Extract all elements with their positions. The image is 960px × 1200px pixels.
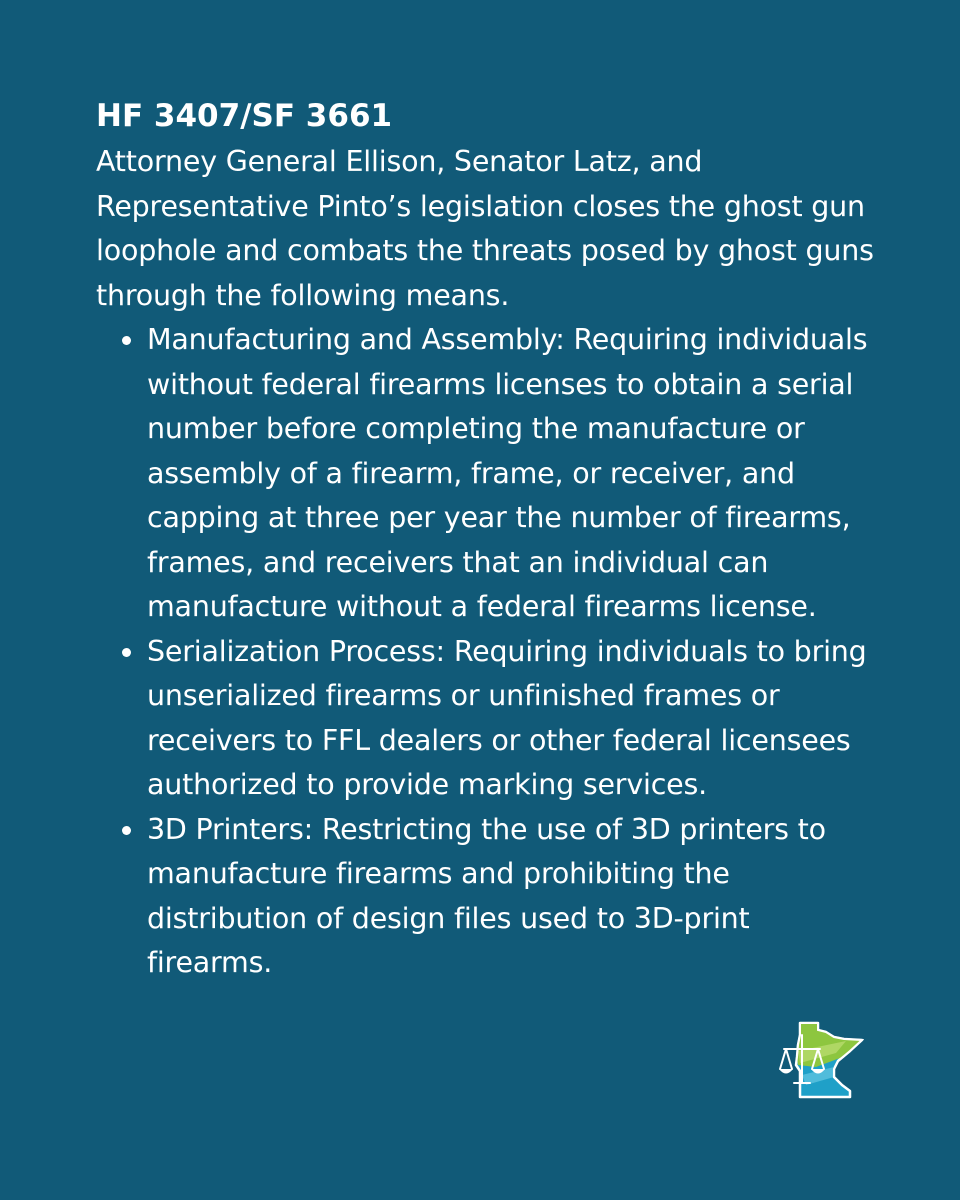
list-item	[147, 630, 876, 808]
post-content	[96, 92, 876, 986]
intro-paragraph: Attorney General Ellison, Senator Latz, and Representative Pinto’s legislation closes the ghost gun loophole and combats the threats posed by ghost guns through the following means.	[96, 145, 874, 312]
list-item-text: 3D Printers: Restricting the use of 3D printers to manufacture firearms and prohibiting the distribution of design files used to 3D-print firearms.	[147, 812, 826, 979]
list-item	[147, 318, 876, 630]
scale-pan-left	[779, 1069, 793, 1074]
list-item-text: Serialization Process: Requiring individuals to bring unserialized firearms or unfinished frames or receivers to FFL dealers or other federal licensees authorized to provide marking services.	[147, 634, 867, 801]
bullet-dot-icon	[122, 336, 131, 345]
bill-title: HF 3407/SF 3661	[96, 98, 393, 134]
measures-list	[96, 318, 876, 986]
bullet-dot-icon	[122, 648, 131, 657]
list-item-text: Manufacturing and Assembly: Requiring individuals without federal firearms licenses to obtain a serial number before completing the manufacture or assembly of a firearm, frame, or receiver, and capping at three per year the number of firearms, frames, and receivers that an individual can manufacture without a federal firearms license.	[147, 323, 868, 623]
bullet-dot-icon	[122, 826, 131, 835]
minnesota-scales-logo-icon	[776, 1021, 864, 1099]
list-item	[147, 808, 876, 986]
